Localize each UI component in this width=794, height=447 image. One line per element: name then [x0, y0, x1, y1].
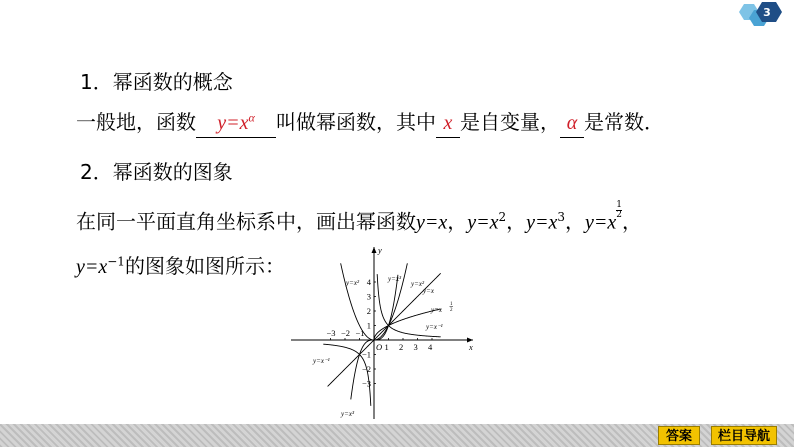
graph-intro-line2: [76, 252, 285, 281]
power-function-graph: [283, 243, 483, 421]
label-sqrt-den: 2: [450, 308, 453, 313]
answer-function: y=x: [217, 112, 249, 134]
page-number: 3: [763, 6, 771, 19]
answer-function-exponent: α: [248, 110, 255, 125]
label-sqrt-num: 1: [450, 302, 453, 307]
x-tick-label: −2: [341, 328, 351, 338]
y-tick-label: 4: [366, 277, 371, 287]
answer-blank-constant: [560, 108, 584, 138]
function-y-x2: y=x: [467, 211, 499, 234]
y-tick-label: 2: [366, 306, 371, 316]
graph-intro-line1: [76, 200, 643, 237]
x-tick-label: 2: [399, 342, 404, 352]
exponent-minus-1: −1: [107, 254, 125, 269]
section-nav-button[interactable]: 栏目导航: [711, 426, 777, 445]
answer-blank-function: [196, 108, 276, 138]
definition-text-a: 一般地，函数: [76, 110, 196, 134]
label-cube-top: y=x³: [388, 275, 402, 283]
y-axis-label: y: [378, 245, 382, 255]
separator: ，: [506, 209, 527, 234]
answer-variable: x: [443, 112, 453, 134]
section2-heading: 2．幂函数的图象: [80, 160, 233, 184]
exponent-half: [616, 201, 622, 220]
x-tick-label: 4: [428, 342, 433, 352]
exponent-3: 3: [557, 210, 566, 224]
answer-blank-variable: [436, 108, 460, 138]
x-tick-label: −1: [355, 328, 365, 338]
y-tick-label: 3: [366, 291, 371, 302]
function-y-x3: y=x: [526, 211, 558, 234]
y-tick-label: −2: [361, 364, 371, 374]
y-tick-label: −3: [361, 378, 371, 389]
answer-button[interactable]: 答案: [658, 426, 700, 445]
section1-heading: 1．幂函数的概念: [80, 70, 233, 94]
y-axis-arrow: [372, 247, 377, 253]
definition-sentence: [76, 108, 664, 138]
graph-intro-tail: 的图象如图所示：: [124, 254, 285, 278]
y-tick-label: −1: [361, 349, 371, 360]
definition-text-b: 叫做幂函数，其中: [276, 110, 436, 134]
label-sqrt: y=x: [431, 306, 442, 314]
exponent-numerator: 1: [616, 200, 623, 210]
x-tick-label: 3: [413, 342, 418, 352]
x-tick-label: 1: [384, 342, 389, 352]
answer-constant: α: [566, 112, 578, 134]
separator: ，: [565, 209, 586, 234]
definition-text-c: 是自变量，: [460, 110, 560, 134]
function-y-inverse: y=x: [76, 256, 108, 278]
exponent-2: 2: [498, 210, 507, 224]
exponent-denominator: 2: [616, 210, 623, 220]
origin-label: O: [376, 342, 383, 352]
y-tick-label: 1: [366, 320, 371, 331]
function-y-sqrt: y=x: [585, 211, 617, 234]
separator: ，: [622, 209, 643, 234]
definition-text-d: 是常数．: [584, 110, 664, 134]
label-square-left: y=x²: [346, 279, 360, 287]
label-reciprocal-right: y=x⁻¹: [426, 323, 443, 331]
label-cube-bottom: y=x³: [341, 410, 355, 418]
separator: ，: [447, 209, 468, 234]
label-reciprocal-left: y=x⁻¹: [313, 357, 330, 365]
graph-intro-text: 在同一平面直角坐标系中，画出幂函数: [76, 209, 416, 234]
x-axis-label: x: [469, 342, 473, 352]
function-y-x: y=x: [416, 211, 448, 234]
label-linear: y=x: [423, 287, 434, 295]
x-tick-label: −3: [326, 328, 336, 338]
label-square-right: y=x²: [411, 280, 425, 288]
